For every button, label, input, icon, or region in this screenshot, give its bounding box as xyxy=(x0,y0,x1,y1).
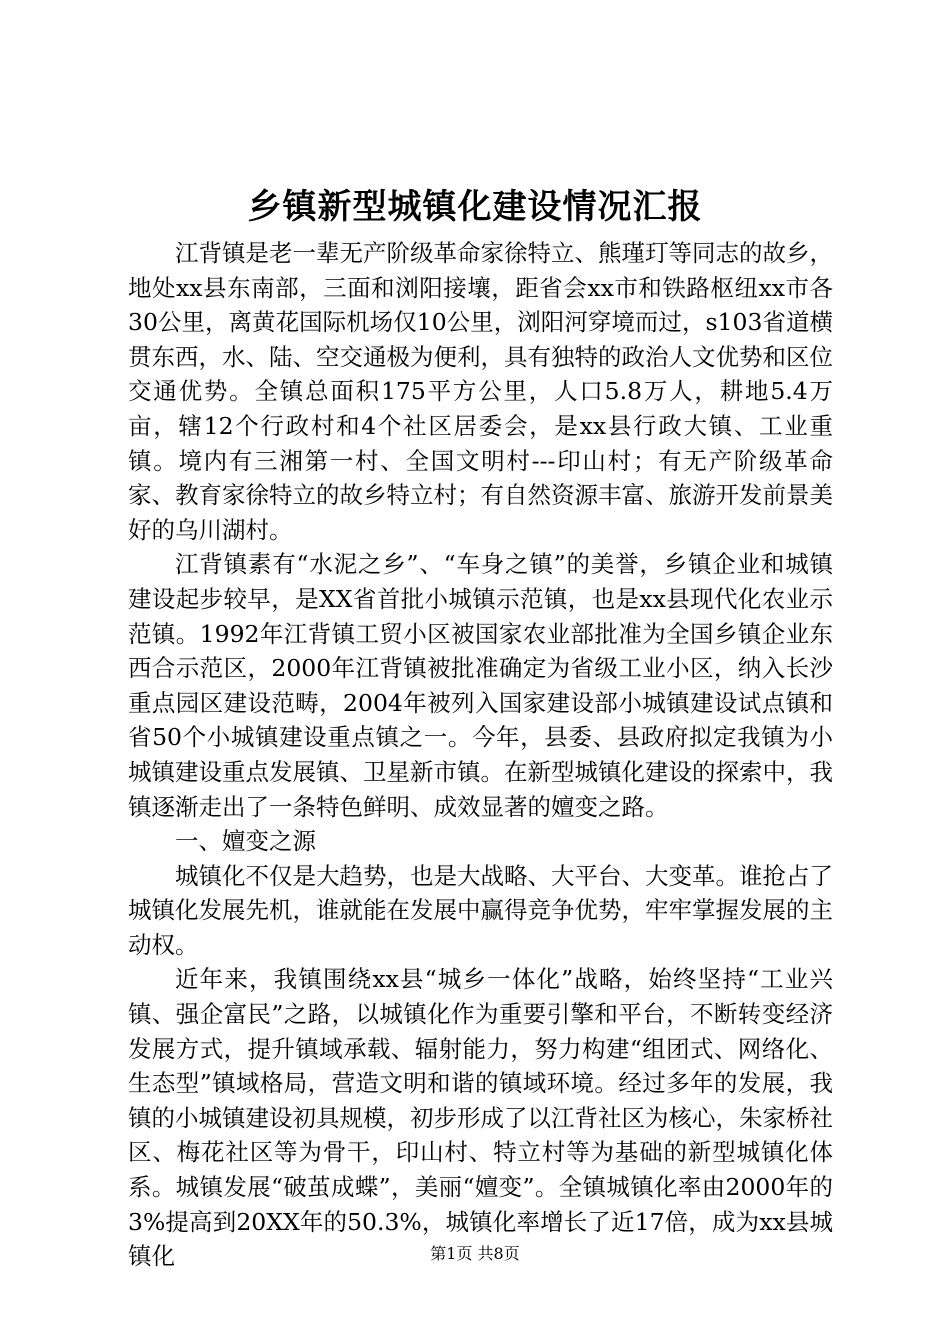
page-number-footer: 第1页 共8页 xyxy=(430,1244,520,1263)
document-title: 乡镇新型城镇化建设情况汇报 xyxy=(247,187,703,227)
body-paragraph: 近年来，我镇围绕xx县“城乡一体化”战略，始终坚持“工业兴镇、强企富民”之路，以城镇化作为重要引擎和平台，不断转变经济发展方式，提升镇域承载、辐射能力，努力构建“组团式、网络化、生态型”镇域格局，营造文明和谐的镇域环境。经过多年的发展，我镇的小城镇建设初具规模，初步形成了以江背社区为核心，朱家桥社区、梅花社区等为骨干，印山村、特立村等为基础的新型城镇化体系。城镇发展“破茧成蝶”，美丽“嬗变”。全镇城镇化率由2000年的3%提高到20XX年的50.3%，城镇化率增长了近17倍，成为xx县城镇化 xyxy=(128,965,833,1271)
body-paragraph: 江背镇是老一辈无产阶级革命家徐特立、熊瑾玎等同志的故乡，地处xx县东南部，三面和浏阳接壤，距省会xx市和铁路枢纽xx市各30公里，离黄花国际机场仅10公里，浏阳河穿境而过，s103省道横贯东西，水、陆、空交通极为便利，具有独特的政治人文优势和区位交通优势。全镇总面积175平方公里，人口5.8万人，耕地5.4万亩，辖12个行政村和4个社区居委会，是xx县行政大镇、工业重镇。境内有三湘第一村、全国文明村---印山村；有无产阶级革命家、教育家徐特立的故乡特立村；有自然资源丰富、旅游开发前景美好的乌川湖村。 xyxy=(128,239,833,544)
section-heading: 一、嬗变之源 xyxy=(175,827,316,856)
body-paragraph: 江背镇素有“水泥之乡”、“车身之镇”的美誉，乡镇企业和城镇建设起步较早，是XX省首批小城镇示范镇，也是xx县现代化农业示范镇。1992年江背镇工贸小区被国家农业部批准为全国乡镇企业东西合示范区，2000年江背镇被批准确定为省级工业小区，纳入长沙重点园区建设范畴，2004年被列入国家建设部小城镇建设试点镇和省50个小城镇建设重点镇之一。今年，县委、县政府拟定我镇为小城镇建设重点发展镇、卫星新市镇。在新型城镇化建设的探索中，我镇逐渐走出了一条特色鲜明、成效显著的嬗变之路。 xyxy=(128,550,833,821)
document-body xyxy=(128,236,833,1274)
body-paragraph: 城镇化不仅是大趋势，也是大战略、大平台、大变革。谁抢占了城镇化发展先机，谁就能在发展中赢得竞争优势，牢牢掌握发展的主动权。 xyxy=(128,861,833,959)
